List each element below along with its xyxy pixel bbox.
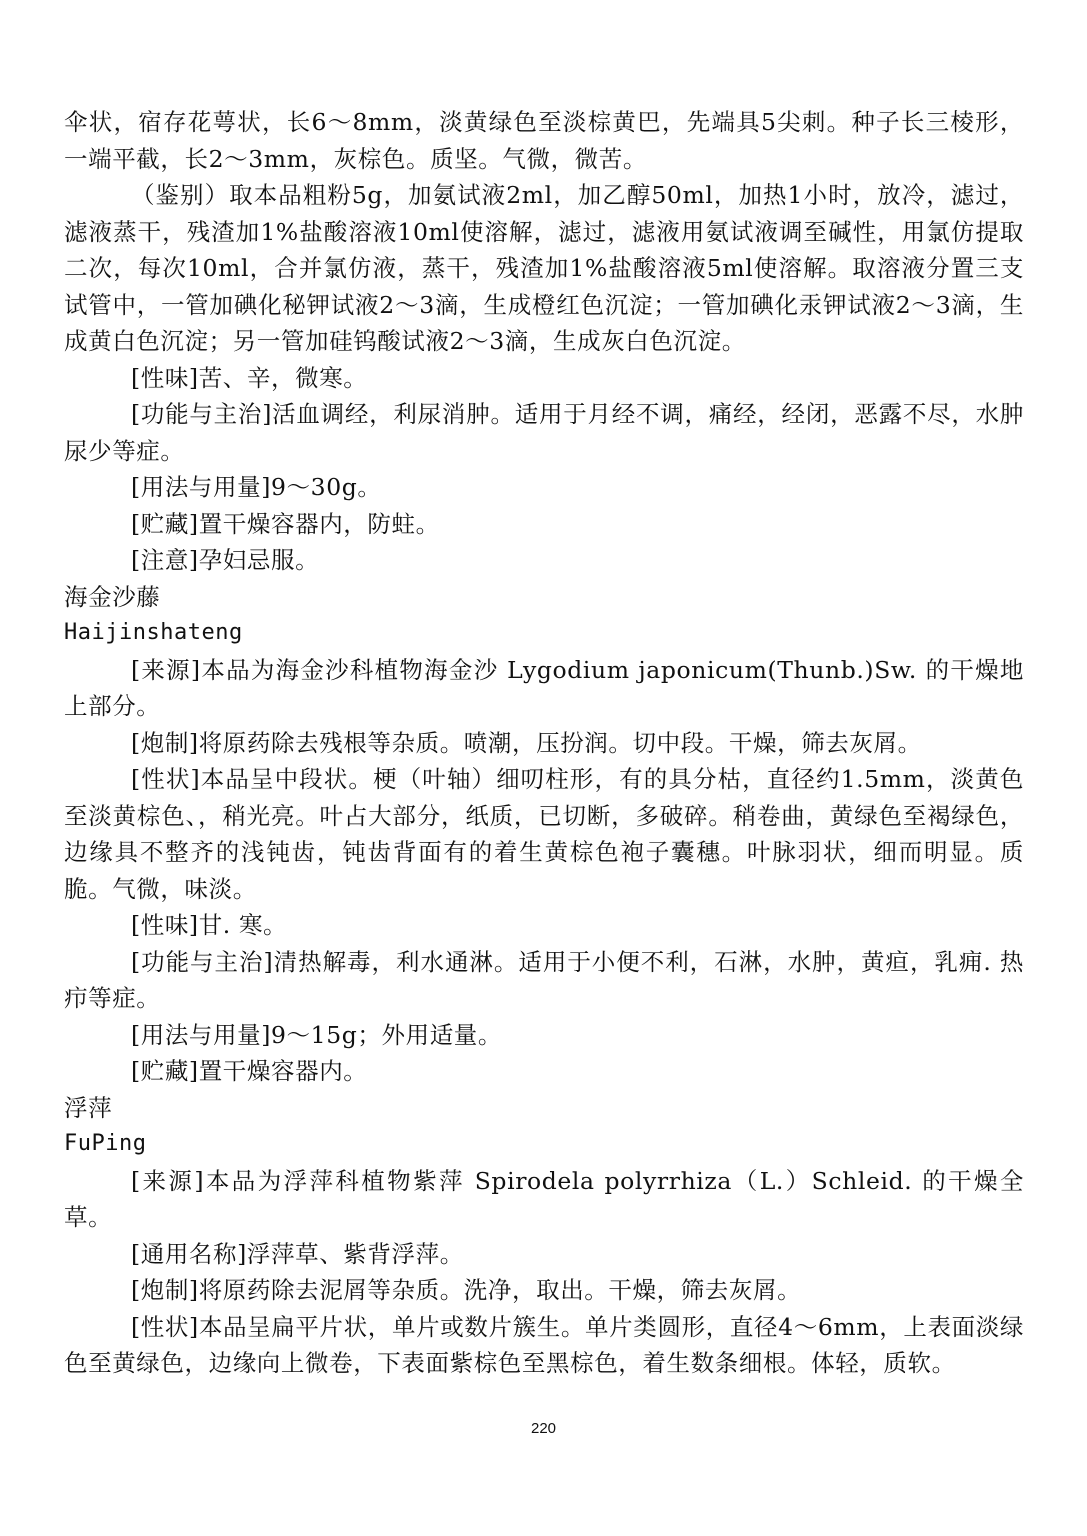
paragraph-storage: [贮藏]置干燥容器内。 (130, 1057, 368, 1085)
paragraph-identification: （鉴别）取本品粗粉5g，加氨试液2ml，加乙醇50ml，加热1小时，放冷，滤过，滤液蒸干，残渣加1%盐酸溶液10ml使溶解，滤过，滤液用氨试液调至碱性，用氯仿提取二次，每次10ml，合并氯仿液，蒸干，残渣加1%盐酸溶液5ml使溶解。取溶液分置三支试管中，一管加碘化秘钾试液2～3滴，生成橙红色沉淀；一管加碘化汞钾试液2～3滴，生成黄白色沉淀；另一管加硅钨酸试液2～3滴，生成灰白色沉淀。 (64, 181, 1024, 355)
body-text (64, 104, 1024, 1382)
paragraph-taste: [性味]甘. 寒。 (130, 911, 288, 939)
entry-title-haijinshateng: 海金沙藤 (64, 582, 161, 611)
entry-pinyin-fuping: FuPing (64, 1131, 147, 1156)
paragraph-function: [功能与主治]活血调经，利尿消肿。适用于月经不调，痛经，经闭，恶露不尽，水肿尿少等症。 (64, 400, 1024, 465)
paragraph-dosage: [用法与用量]9～30g。 (130, 473, 382, 501)
page-number: 220 (530, 1420, 557, 1437)
paragraph-common-name: [通用名称]浮萍草、紫背浮萍。 (130, 1239, 464, 1268)
paragraph-function: [功能与主治]清热解毒，利水通淋。适用于小便不利，石淋，水肿，黄疸，乳痈. 热疖等症。 (64, 947, 1024, 1012)
paragraph-processing: [炮制]将原药除去残根等杂质。喷潮，压扮润。切中段。干燥，筛去灰屑。 (130, 728, 922, 757)
paragraph-source: [来源]本品为浮萍科植物紫萍 Spirodela polyrrhiza（L.）Schleid. 的干燥全草。 (64, 1166, 1024, 1231)
paragraph-caution: [注意]孕妇忌服。 (130, 546, 320, 574)
paragraph-description: [性状]本品呈中段状。梗（叶轴）细叨柱形，有的具分枯，直径约1.5mm，淡黄色至淡黄棕色、，稍光亮。叶占大部分，纸质，已切断，多破碎。稍卷曲，黄绿色至褐绿色，边缘具不整齐的浅钝齿，钝齿背面有的着生黄棕色袍子囊穗。叶脉羽状，细而明显。质脆。气微，味淡。 (64, 765, 1024, 903)
paragraph-dosage: [用法与用量]9～15g；外用适量。 (130, 1020, 503, 1049)
paragraph-continuation: 伞状，宿存花萼状，长6～8mm，淡黄绿色至淡棕黄巴，先端具5尖刺。种子长三棱形，一端平截，长2～3mm，灰棕色。质坚。气微，微苦。 (64, 108, 1024, 173)
paragraph-description: [性状]本品呈扁平片状，单片或数片簇生。单片类圆形，直径4～6mm，上表面淡绿色至黄绿色，边缘向上微卷，下表面紫棕色至黑棕色，着生数条细根。体轻，质软。 (64, 1312, 1024, 1377)
entry-pinyin-haijinshateng: Haijinshateng (64, 620, 243, 645)
paragraph-storage: [贮藏]置干燥容器内，防蛀。 (130, 509, 440, 538)
paragraph-taste: [性味]苦、辛，微寒。 (130, 363, 368, 392)
paragraph-processing: [炮制]将原药除去泥屑等杂质。洗净，取出。干燥，筛去灰屑。 (130, 1276, 802, 1304)
entry-title-fuping: 浮萍 (64, 1093, 113, 1122)
paragraph-source: [来源]本品为海金沙科植物海金沙 Lygodium japonicum(Thunb.)Sw. 的干燥地上部分。 (64, 655, 1024, 720)
